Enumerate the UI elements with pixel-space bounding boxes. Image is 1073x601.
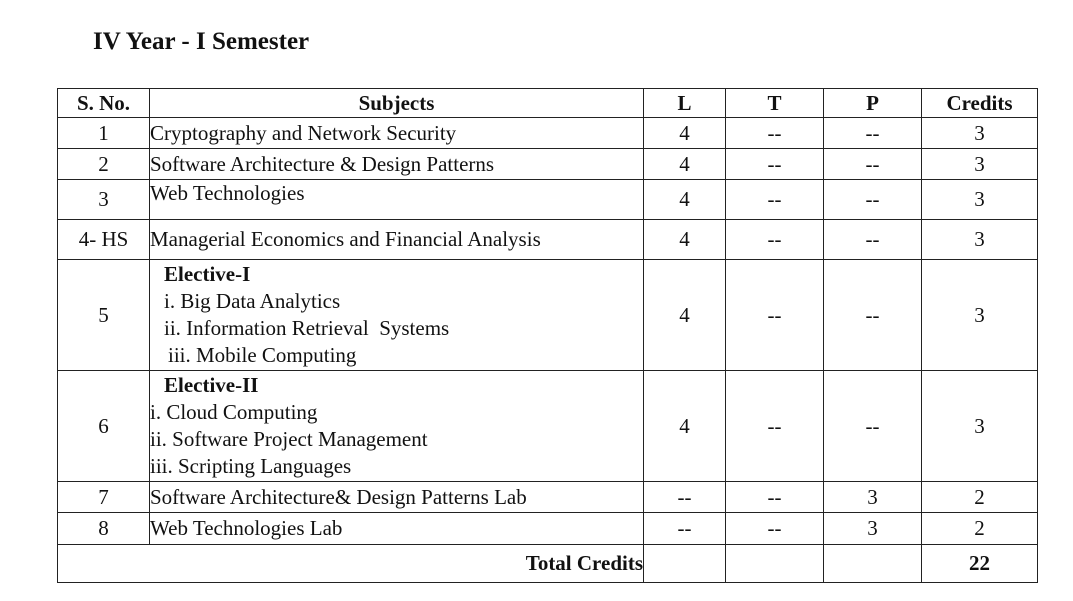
l-cell: --	[644, 482, 726, 513]
elective-option: i. Cloud Computing	[150, 400, 318, 424]
credits-cell: 3	[922, 149, 1038, 180]
table-row	[58, 180, 1038, 220]
elective-cell	[150, 260, 644, 371]
sno-cell: 1	[58, 118, 150, 149]
l-cell: 4	[644, 149, 726, 180]
p-cell: 3	[824, 513, 922, 545]
p-cell: --	[824, 149, 922, 180]
table-row	[58, 260, 1038, 371]
elective-option: i. Big Data Analytics	[164, 289, 341, 313]
subject-cell: Web Technologies	[150, 180, 644, 220]
t-cell: --	[726, 482, 824, 513]
l-cell: 4	[644, 180, 726, 220]
p-cell: --	[824, 260, 922, 371]
t-cell: --	[726, 149, 824, 180]
header-credits: Credits	[922, 89, 1038, 118]
sno-cell: 2	[58, 149, 150, 180]
subject-cell: Web Technologies Lab	[150, 513, 644, 545]
header-row	[58, 89, 1038, 118]
elective-option: iii. Scripting Languages	[150, 454, 352, 478]
t-cell: --	[726, 180, 824, 220]
p-cell: --	[824, 118, 922, 149]
table-row	[58, 371, 1038, 482]
elective-option: iii. Mobile Computing	[168, 343, 357, 367]
header-sno: S. No.	[58, 89, 150, 118]
header-subjects: Subjects	[150, 89, 644, 118]
credits-cell: 3	[922, 260, 1038, 371]
l-cell: 4	[644, 260, 726, 371]
total-credits-value: 22	[922, 545, 1038, 583]
credits-cell: 3	[922, 220, 1038, 260]
elective-title: Elective-I	[164, 262, 251, 286]
subject-cell: Cryptography and Network Security	[150, 118, 644, 149]
t-cell: --	[726, 260, 824, 371]
sno-cell: 4- HS	[58, 220, 150, 260]
table-row	[58, 482, 1038, 513]
subject-cell: Software Architecture & Design Patterns	[150, 149, 644, 180]
l-cell: 4	[644, 118, 726, 149]
credits-cell: 3	[922, 371, 1038, 482]
p-cell: --	[824, 371, 922, 482]
table-row	[58, 149, 1038, 180]
t-cell: --	[726, 118, 824, 149]
sno-cell: 8	[58, 513, 150, 545]
header-p: P	[824, 89, 922, 118]
empty-cell	[726, 545, 824, 583]
t-cell: --	[726, 220, 824, 260]
t-cell: --	[726, 513, 824, 545]
credits-cell: 3	[922, 118, 1038, 149]
table-row	[58, 513, 1038, 545]
l-cell: 4	[644, 220, 726, 260]
l-cell: --	[644, 513, 726, 545]
sno-cell: 3	[58, 180, 150, 220]
header-l: L	[644, 89, 726, 118]
elective-option: ii. Software Project Management	[150, 427, 428, 451]
total-row	[58, 545, 1038, 583]
sno-cell: 6	[58, 371, 150, 482]
elective-title: Elective-II	[164, 373, 259, 397]
total-credits-label: Total Credits	[58, 545, 644, 583]
empty-cell	[824, 545, 922, 583]
elective-option: ii. Information Retrieval Systems	[164, 316, 450, 340]
page-title: IV Year - I Semester	[93, 28, 310, 55]
credits-cell: 2	[922, 482, 1038, 513]
p-cell: --	[824, 180, 922, 220]
credits-cell: 2	[922, 513, 1038, 545]
sno-cell: 5	[58, 260, 150, 371]
sno-cell: 7	[58, 482, 150, 513]
subject-cell: Software Architecture& Design Patterns Lab	[150, 482, 644, 513]
header-t: T	[726, 89, 824, 118]
empty-cell	[644, 545, 726, 583]
subject-cell: Managerial Economics and Financial Analysis	[150, 220, 644, 260]
credits-cell: 3	[922, 180, 1038, 220]
course-schedule-table	[57, 88, 1038, 583]
p-cell: 3	[824, 482, 922, 513]
l-cell: 4	[644, 371, 726, 482]
elective-cell	[150, 371, 644, 482]
table-row	[58, 118, 1038, 149]
p-cell: --	[824, 220, 922, 260]
table-row	[58, 220, 1038, 260]
t-cell: --	[726, 371, 824, 482]
